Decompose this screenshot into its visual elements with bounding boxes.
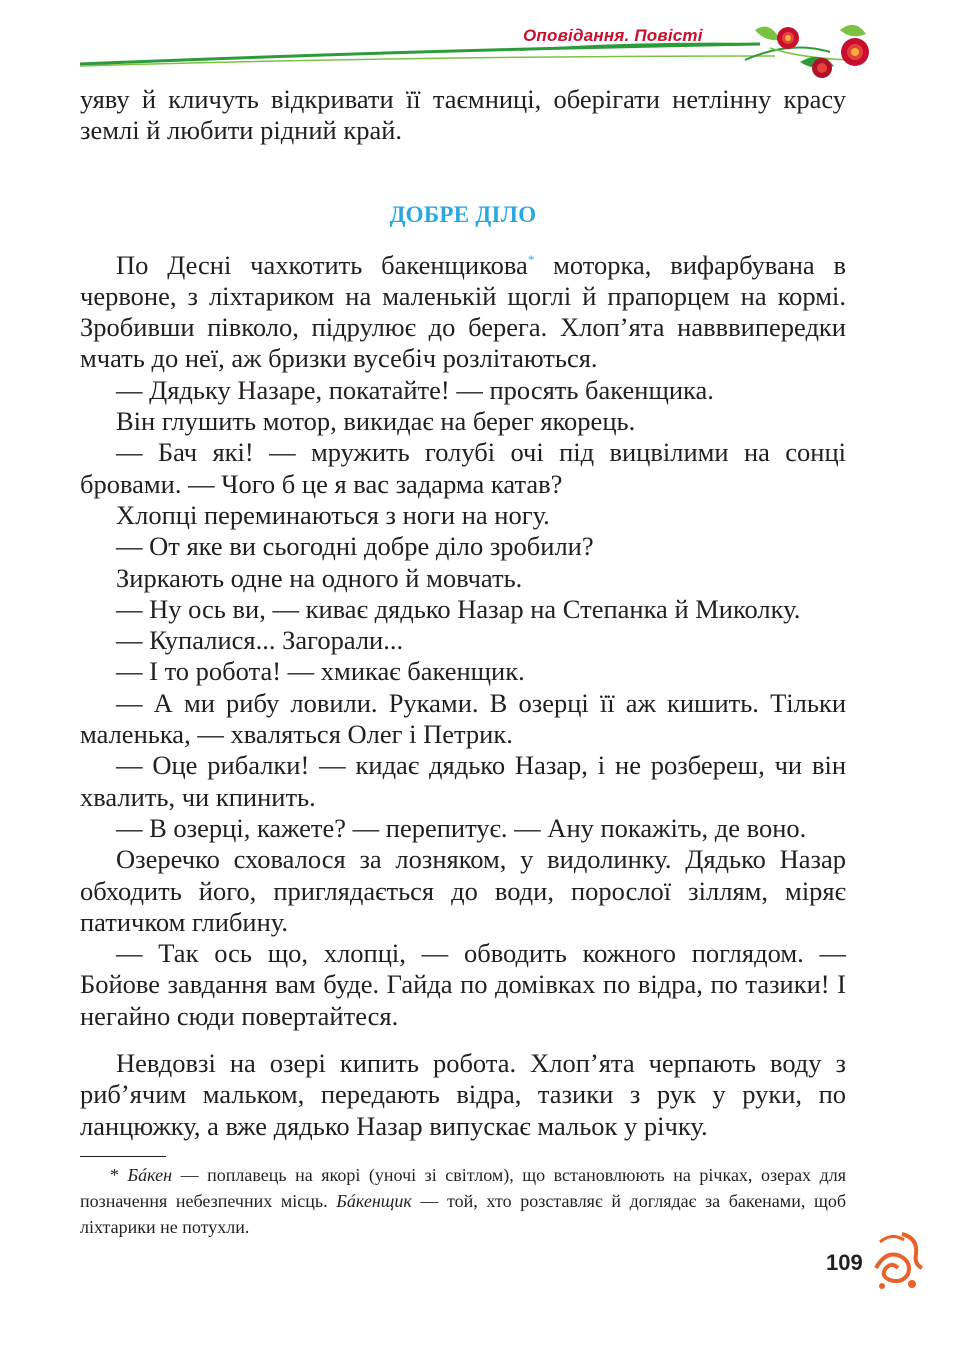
footnote-divider bbox=[80, 1156, 166, 1157]
story-paragraph: — Ну ось ви, — киває дядько Назар на Степанка й Миколку. bbox=[116, 593, 801, 624]
page-header bbox=[0, 0, 963, 90]
header-decoration bbox=[0, 0, 963, 90]
intro-paragraph: уяву й кличуть відкривати її таємниці, оберігати нетлінну красу землі й любити рідний край. bbox=[80, 84, 846, 146]
page-content bbox=[80, 84, 846, 1142]
story-paragraph: Озеречко сховалося за лозняком, у видолинку. Дядько Назар обходить його, приглядається до води, порослої зіллям, міряє патичком глибину. bbox=[80, 844, 846, 937]
story-paragraph: — Так ось що, хлопці, — обводить кожного поглядом. — Бойове завдання вам буде. Гайда по домівках по відра, по тазики! І негайно сюди повертайтеся. bbox=[80, 938, 846, 1031]
closing-paragraph: Невдовзі на озері кипить робота. Хлоп’ята черпають воду з риб’ячим мальком, передають відра, тазики з рук у руки, по ланцюжку, а вже дядько Назар випускає мальок у річку. bbox=[80, 1048, 846, 1141]
section-title: Оповідання. Повісті bbox=[523, 26, 703, 45]
story-paragraph: — А ми рибу ловили. Руками. В озерці її аж кишить. Тільки маленька, — хваляться Олег і Петрик. bbox=[80, 687, 846, 750]
corner-ornament-icon bbox=[872, 1228, 924, 1290]
story-paragraph: — В озерці, кажете? — перепитує. — Ану покажіть, де воно. bbox=[116, 812, 807, 843]
story-paragraph: — І то робота! — хмикає бакенщик. bbox=[116, 656, 525, 687]
story-paragraph: По Десні чахкотить бакенщикова* моторка, вифарбувана в червоне, з ліхтариком на маленькій щоглі й прапорцем на кормі. Зробивши півколо, підрулює до берега. Хлоп’ята навввипередки мчать до неї, аж бризки вусебіч розлітаються. bbox=[80, 249, 846, 374]
footnote-marker: * bbox=[527, 251, 535, 267]
story-paragraph: — От яке ви сьогодні добре діло зробили? bbox=[116, 531, 594, 562]
page-number: 109 bbox=[826, 1250, 863, 1275]
story-paragraph: Зиркають одне на одного й мовчать. bbox=[116, 562, 523, 593]
story-paragraph: — Купалися... Загорали... bbox=[116, 625, 404, 656]
story-paragraph: — Бач які! — мружить голубі очі під вицвілими на сонці бровами. — Чого б це я вас задарма катав? bbox=[80, 437, 846, 499]
story-paragraph: Він глушить мотор, викидає на берег якорець. bbox=[116, 406, 636, 437]
footnote: * Бáкен — поплавець на якорі (уночі зі світлом), що встановлюють на річках, озерах для позначення небезпечних місць. Бáкенщик — той, хто розставляє й доглядає за бакенами, щоб ліхтарики не потухли. bbox=[80, 1165, 847, 1237]
story-paragraph: — Оце рибалки! — кидає дядько Назар, і не розбереш, чи він хвалить, чи кпинить. bbox=[80, 750, 846, 812]
story-paragraph: — Дядьку Назаре, покатайте! — просять бакенщика. bbox=[116, 374, 714, 405]
story-paragraph: Хлопці переминаються з ноги на ногу. bbox=[116, 499, 550, 530]
story-title: ДОБРЕ ДІЛО bbox=[389, 201, 537, 227]
